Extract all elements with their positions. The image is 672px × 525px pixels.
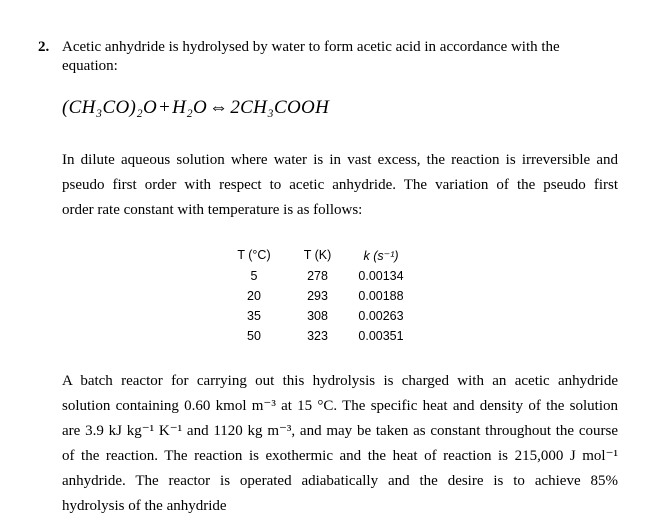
equation-reactant-anhydride: (CH₃CO)₂O <box>62 97 158 118</box>
cell-temp-k: 323 <box>307 329 328 343</box>
cell-rate-k: 0.00263 <box>358 309 404 323</box>
cell-temp-c: 5 <box>250 269 258 283</box>
rate-constant-table <box>223 244 412 346</box>
cell-temp-k: 278 <box>307 269 328 283</box>
equation-plus: + <box>159 97 171 118</box>
equation-reactant-water: H₂O <box>172 97 208 118</box>
equation-arrow: ⇔ <box>209 97 229 118</box>
header-temp-c: T (°C) <box>237 248 271 262</box>
paragraph2-line: hydrolysis of the anhydride <box>62 498 227 514</box>
cell-temp-c: 50 <box>247 329 261 343</box>
paragraph2-line: are 3.9 kJ kg⁻¹ K⁻¹ and 1120 kg m⁻³, and may be taken as constant throughout the course <box>62 423 618 439</box>
cell-temp-k: 293 <box>307 289 328 303</box>
intro-line-2: equation: <box>62 58 118 74</box>
intro-line-1: Acetic anhydride is hydrolysed by water to form acetic acid in accordance with the <box>62 39 560 55</box>
paragraph-rate-constant <box>62 148 618 223</box>
table-header-row <box>223 244 412 266</box>
paragraph-batch-reactor <box>62 369 618 519</box>
header-rate-k: k (s⁻¹) <box>363 248 399 263</box>
header-temp-k: T (K) <box>303 248 332 262</box>
cell-rate-k: 0.00188 <box>358 289 404 303</box>
paragraph2-line: A batch reactor for carrying out this hydrolysis is charged with an acetic anhydride <box>62 373 618 389</box>
paragraph1-line: In dilute aqueous solution where water is in vast excess, the reaction is irreversible and <box>62 152 618 168</box>
question-number: 2. <box>38 39 50 55</box>
paragraph2-line: of the reaction. The reaction is exothermic and the heat of reaction is 215,000 J mol⁻¹ <box>62 448 618 464</box>
paragraph2-line: anhydride. The reactor is operated adiabatically and the desire is to achieve 85% <box>62 473 618 489</box>
cell-temp-c: 20 <box>247 289 261 303</box>
cell-rate-k: 0.00134 <box>358 269 404 283</box>
table-row <box>223 266 412 286</box>
table-row <box>223 286 412 306</box>
paragraph1-line: pseudo first order with respect to acetic anhydride. The variation of the pseudo first <box>62 177 618 193</box>
cell-temp-k: 308 <box>307 309 328 323</box>
table-row <box>223 306 412 326</box>
paragraph2-line: solution containing 0.60 kmol m⁻³ at 15 °C. The specific heat and density of the solution <box>62 398 618 414</box>
equation-product: 2CH₃COOH <box>230 97 330 118</box>
table-row <box>223 326 412 346</box>
paragraph1-line: order rate constant with temperature is as follows: <box>62 202 363 218</box>
reaction-equation <box>62 97 329 119</box>
cell-temp-c: 35 <box>247 309 261 323</box>
cell-rate-k: 0.00351 <box>358 329 404 343</box>
